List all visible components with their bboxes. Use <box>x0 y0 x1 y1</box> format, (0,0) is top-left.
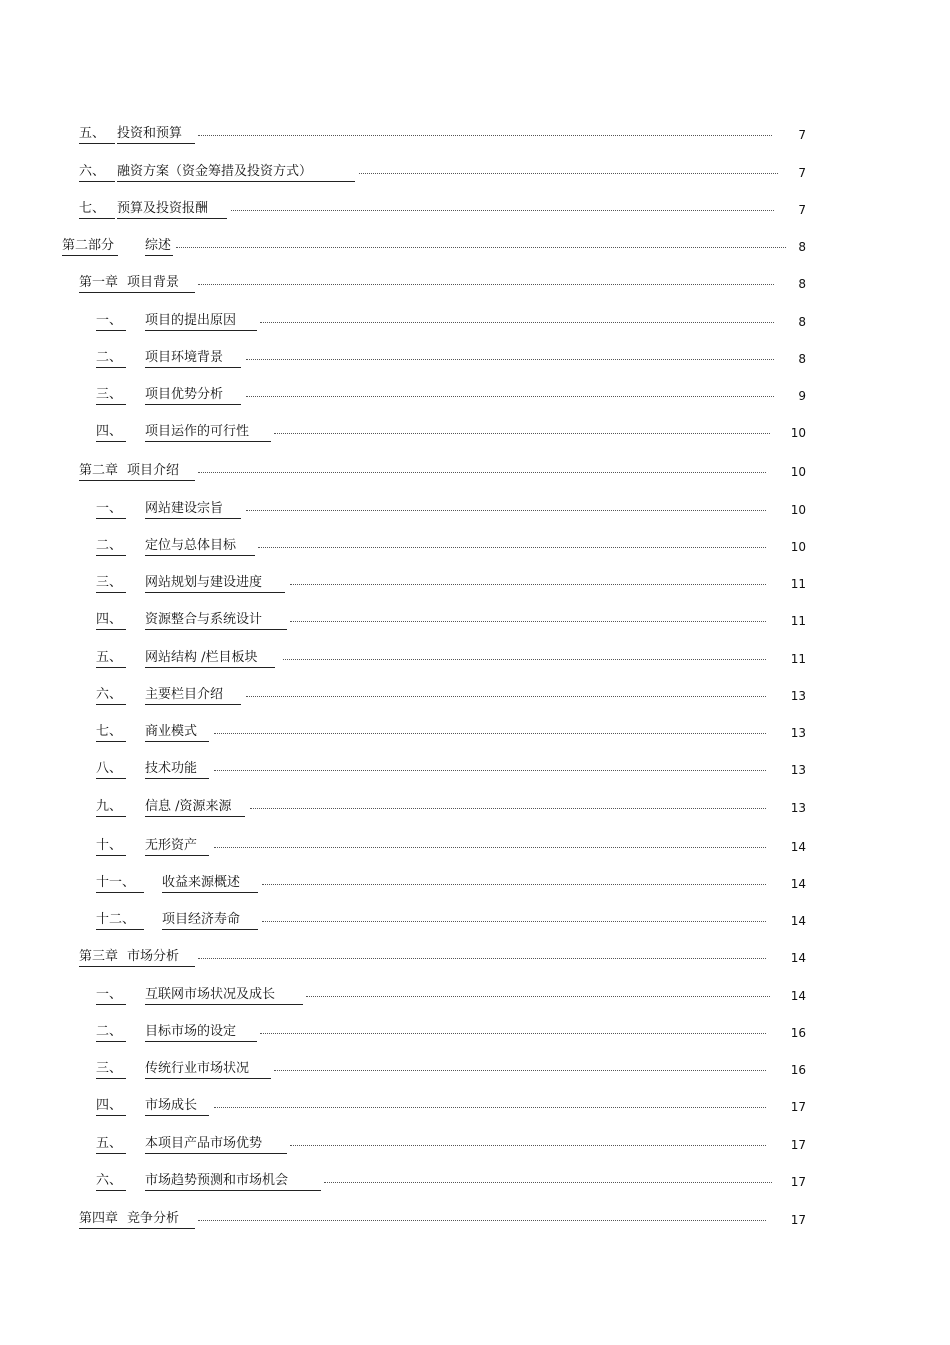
toc-entry-title[interactable]: 项目背景 <box>127 274 195 293</box>
toc-leader-dots <box>198 472 766 473</box>
toc-leader-dots <box>198 1220 766 1221</box>
toc-entry-number: 七、 <box>96 723 126 742</box>
toc-leader-dots <box>290 621 766 622</box>
toc-entry-page: 16 <box>790 1063 806 1077</box>
toc-entry[interactable] <box>0 537 950 557</box>
toc-entry[interactable] <box>0 1023 950 1043</box>
toc-entry[interactable] <box>0 1060 950 1080</box>
toc-leader-dots <box>290 584 766 585</box>
toc-entry[interactable] <box>0 837 950 857</box>
toc-leader-dots <box>258 547 766 548</box>
toc-entry-title[interactable]: 市场趋势预测和市场机会 <box>145 1172 321 1191</box>
toc-leader-dots <box>324 1182 772 1183</box>
toc-entry-number: 第一章 <box>79 274 127 293</box>
toc-entry[interactable] <box>0 760 950 780</box>
toc-entry-page: 7 <box>798 203 806 217</box>
toc-entry-page: 9 <box>798 389 806 403</box>
toc-entry-number: 二、 <box>96 349 126 368</box>
toc-leader-dots <box>214 1107 766 1108</box>
toc-entry[interactable] <box>0 423 950 443</box>
toc-entry-number: 四、 <box>96 423 126 442</box>
toc-entry-title[interactable]: 项目运作的可行性 <box>145 423 271 442</box>
toc-entry[interactable] <box>0 312 950 332</box>
toc-leader-dots <box>214 770 766 771</box>
toc-entry-number: 六、 <box>79 163 115 182</box>
toc-leader-dots <box>198 135 772 136</box>
toc-leader-dots <box>359 173 778 174</box>
toc-entry-page: 14 <box>790 951 806 965</box>
toc-entry-page: 8 <box>798 352 806 366</box>
toc-entry-title[interactable]: 信息 /资源来源 <box>145 798 245 817</box>
toc-entry-title[interactable]: 主要栏目介绍 <box>145 686 241 705</box>
toc-leader-dots <box>246 359 774 360</box>
toc-entry-number: 九、 <box>96 798 126 817</box>
toc-entry-title[interactable]: 预算及投资报酬 <box>117 200 227 219</box>
toc-entry-number: 三、 <box>96 1060 126 1079</box>
toc-entry-page: 17 <box>790 1100 806 1114</box>
toc-entry-page: 17 <box>790 1175 806 1189</box>
toc-leader-dots <box>231 210 774 211</box>
toc-entry-title[interactable]: 互联网市场状况及成长 <box>145 986 303 1005</box>
toc-entry-page: 11 <box>790 652 806 666</box>
toc-entry-page: 17 <box>790 1138 806 1152</box>
toc-entry[interactable] <box>0 911 950 931</box>
toc-entry-title[interactable]: 项目优势分析 <box>145 386 241 405</box>
toc-entry-page: 10 <box>790 465 806 479</box>
toc-entry-page: 17 <box>790 1213 806 1227</box>
toc-entry-page: 14 <box>790 840 806 854</box>
toc-entry-page: 13 <box>790 801 806 815</box>
toc-entry-title[interactable]: 市场成长 <box>145 1097 209 1116</box>
toc-entry[interactable] <box>0 686 950 706</box>
toc-entry-number: 四、 <box>96 1097 126 1116</box>
toc-leader-dots <box>246 510 766 511</box>
toc-leader-dots <box>260 322 774 323</box>
toc-entry-page: 8 <box>798 315 806 329</box>
toc-leader-dots <box>290 1145 766 1146</box>
toc-entry-number: 十一、 <box>96 874 144 893</box>
toc-entry-number: 五、 <box>96 649 126 668</box>
toc-entry-title[interactable]: 项目的提出原因 <box>145 312 257 331</box>
toc-leader-dots <box>176 247 786 248</box>
toc-entry-title[interactable]: 投资和预算 <box>117 125 195 144</box>
toc-entry-title[interactable]: 竞争分析 <box>127 1210 195 1229</box>
toc-leader-dots <box>198 958 766 959</box>
toc-entry[interactable] <box>0 1097 950 1117</box>
toc-entry-title[interactable]: 商业模式 <box>145 723 209 742</box>
toc-entry[interactable] <box>0 798 950 818</box>
toc-entry-title[interactable]: 网站规划与建设进度 <box>145 574 285 593</box>
toc-entry-title[interactable]: 项目介绍 <box>127 462 195 481</box>
toc-entry-number: 第三章 <box>79 948 127 967</box>
toc-entry-page: 13 <box>790 763 806 777</box>
toc-entry[interactable] <box>0 1172 950 1192</box>
toc-entry-number: 第二章 <box>79 462 127 481</box>
toc-leader-dots <box>214 847 766 848</box>
toc-entry-page: 13 <box>790 689 806 703</box>
toc-entry[interactable] <box>0 986 950 1006</box>
toc-entry-page: 11 <box>790 614 806 628</box>
toc-entry-title[interactable]: 无形资产 <box>145 837 209 856</box>
toc-entry-number: 五、 <box>96 1135 126 1154</box>
toc-entry[interactable] <box>0 1210 950 1230</box>
toc-entry-title[interactable]: 收益来源概述 <box>162 874 258 893</box>
toc-leader-dots <box>214 733 766 734</box>
toc-entry-number: 四、 <box>96 611 126 630</box>
toc-entry-number: 一、 <box>96 986 126 1005</box>
toc-entry-number: 八、 <box>96 760 126 779</box>
toc-entry-title[interactable]: 目标市场的设定 <box>145 1023 257 1042</box>
toc-entry[interactable] <box>0 574 950 594</box>
toc-entry-page: 10 <box>790 503 806 517</box>
toc-entry-title[interactable]: 传统行业市场状况 <box>145 1060 271 1079</box>
toc-entry-number: 一、 <box>96 500 126 519</box>
toc-entry[interactable] <box>0 237 950 257</box>
toc-entry-title[interactable]: 综述 <box>145 237 173 256</box>
toc-entry-title[interactable]: 融资方案（资金筹措及投资方式） <box>117 163 355 182</box>
toc-entry-title[interactable]: 资源整合与系统设计 <box>145 611 287 630</box>
toc-entry-number: 二、 <box>96 1023 126 1042</box>
toc-entry[interactable] <box>0 125 950 145</box>
toc-entry-title[interactable]: 本项目产品市场优势 <box>145 1135 287 1154</box>
toc-entry[interactable] <box>0 500 950 520</box>
toc-entry-page: 13 <box>790 726 806 740</box>
toc-entry[interactable] <box>0 200 950 220</box>
toc-entry-number: 六、 <box>96 1172 126 1191</box>
toc-entry-title[interactable]: 网站建设宗旨 <box>145 500 241 519</box>
toc-leader-dots <box>262 921 766 922</box>
toc-entry[interactable] <box>0 948 950 968</box>
toc-entry-page: 14 <box>790 877 806 891</box>
toc-entry-page: 10 <box>790 540 806 554</box>
toc-entry-title[interactable]: 网站结构 /栏目板块 <box>145 649 275 668</box>
toc-entry[interactable] <box>0 274 950 294</box>
toc-entry[interactable] <box>0 163 950 183</box>
toc-entry-number: 二、 <box>96 537 126 556</box>
toc-entry-page: 8 <box>798 277 806 291</box>
toc-entry-title[interactable]: 项目经济寿命 <box>162 911 258 930</box>
toc-leader-dots <box>274 1070 766 1071</box>
toc-entry-page: 11 <box>790 577 806 591</box>
toc-entry-page: 8 <box>798 240 806 254</box>
toc-leader-dots <box>260 1033 766 1034</box>
toc-entry[interactable] <box>0 723 950 743</box>
toc-entry[interactable] <box>0 611 950 631</box>
toc-entry-number: 十二、 <box>96 911 144 930</box>
toc-entry-number: 十、 <box>96 837 126 856</box>
toc-leader-dots <box>250 808 766 809</box>
toc-entry-number: 五、 <box>79 125 115 144</box>
toc-entry[interactable] <box>0 462 950 482</box>
toc-entry-page: 16 <box>790 1026 806 1040</box>
toc-leader-dots <box>246 396 774 397</box>
toc-entry[interactable] <box>0 1135 950 1155</box>
toc-entry-number: 一、 <box>96 312 126 331</box>
toc-entry-page: 14 <box>790 989 806 1003</box>
toc-entry-number: 七、 <box>79 200 115 219</box>
toc-leader-dots <box>274 433 770 434</box>
toc-entry-page: 7 <box>798 166 806 180</box>
toc-entry[interactable] <box>0 649 950 669</box>
toc-entry-title[interactable]: 定位与总体目标 <box>145 537 255 556</box>
toc-leader-dots <box>198 284 774 285</box>
toc-leader-dots <box>306 996 770 997</box>
toc-entry-page: 10 <box>790 426 806 440</box>
toc-entry[interactable] <box>0 349 950 369</box>
toc-entry-number: 第二部分 <box>62 237 118 256</box>
toc-entry[interactable] <box>0 874 950 894</box>
toc-entry-title[interactable]: 技术功能 <box>145 760 209 779</box>
toc-entry-page: 7 <box>798 128 806 142</box>
toc-entry-title[interactable]: 市场分析 <box>127 948 195 967</box>
toc-entry[interactable] <box>0 386 950 406</box>
toc-entry-number: 三、 <box>96 574 126 593</box>
toc-leader-dots <box>262 884 766 885</box>
toc-entry-number: 六、 <box>96 686 126 705</box>
toc-entry-title[interactable]: 项目环境背景 <box>145 349 241 368</box>
toc-entry-page: 14 <box>790 914 806 928</box>
toc-entry-number: 三、 <box>96 386 126 405</box>
toc-leader-dots <box>246 696 766 697</box>
toc-leader-dots <box>283 659 766 660</box>
toc-entry-number: 第四章 <box>79 1210 127 1229</box>
